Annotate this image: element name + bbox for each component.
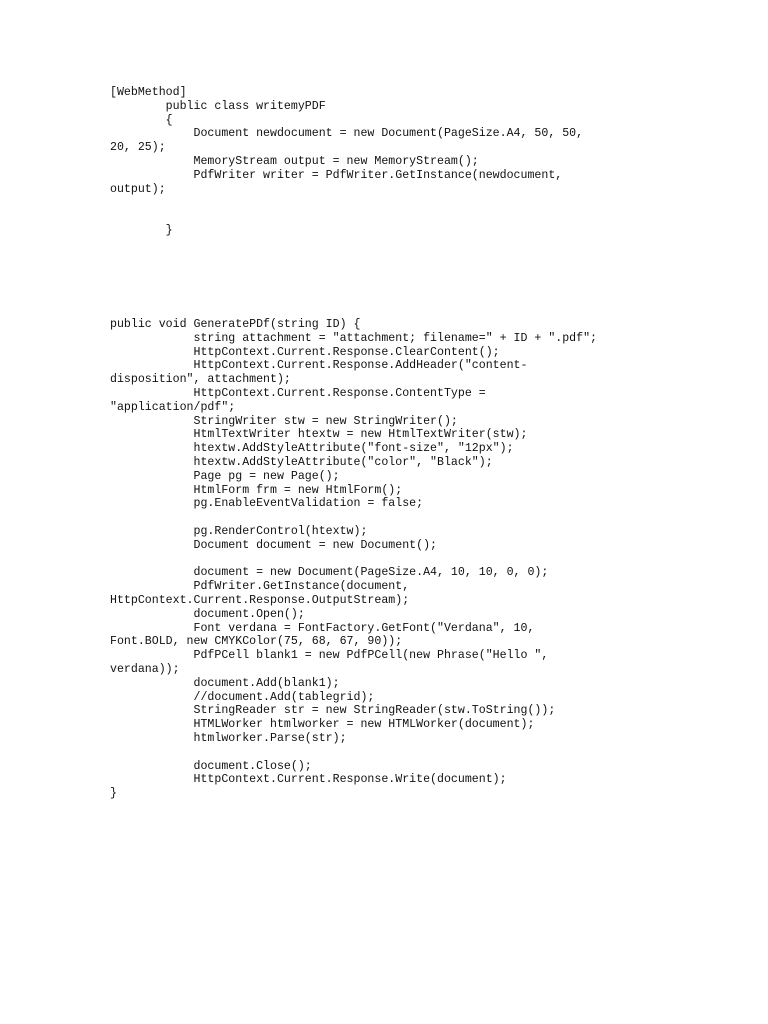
code-line: HttpContext.Current.Response.ClearContent(); <box>110 345 500 359</box>
code-line: } <box>110 787 117 801</box>
code-line: Document newdocument = new Document(PageSize.A4, 50, 50, <box>110 127 584 141</box>
generate-pdf-code-block <box>110 318 750 801</box>
code-line: HttpContext.Current.Response.Write(document); <box>110 773 507 787</box>
code-line <box>110 196 750 210</box>
code-line: MemoryStream output = new MemoryStream(); <box>110 154 479 168</box>
code-line: HttpContext.Current.Response.AddHeader("content- <box>110 359 528 373</box>
code-line: Font verdana = FontFactory.GetFont("Verdana", 10, <box>110 621 535 635</box>
code-line: [WebMethod] <box>110 86 187 99</box>
code-line: } <box>110 223 173 237</box>
code-line: { <box>110 113 173 127</box>
code-line: disposition", attachment); <box>110 373 291 387</box>
code-line: public void GeneratePDf(string ID) { <box>110 318 361 331</box>
code-line: string attachment = "attachment; filename=" + ID + ".pdf"; <box>110 331 598 345</box>
code-line <box>110 553 750 567</box>
code-line <box>110 511 750 525</box>
code-line: //document.Add(tablegrid); <box>110 690 375 704</box>
code-line: HttpContext.Current.Response.ContentType = <box>110 386 486 400</box>
code-line: HttpContext.Current.Response.OutputStream); <box>110 593 410 607</box>
code-line: Font.BOLD, new CMYKColor(75, 68, 67, 90)); <box>110 635 403 649</box>
code-line: "application/pdf"; <box>110 400 236 414</box>
code-line: verdana)); <box>110 662 180 676</box>
code-line: StringWriter stw = new StringWriter(); <box>110 414 458 428</box>
code-line: PdfPCell blank1 = new PdfPCell(new Phrase("Hello ", <box>110 649 549 663</box>
code-line: output); <box>110 182 166 196</box>
code-line: 20, 25); <box>110 141 166 155</box>
code-line: document.Open(); <box>110 607 305 621</box>
code-line: Page pg = new Page(); <box>110 469 340 483</box>
code-line: htextw.AddStyleAttribute("font-size", "12px"); <box>110 442 514 456</box>
code-line: StringReader str = new StringReader(stw.ToString()); <box>110 704 556 718</box>
webmethod-code-block <box>110 86 750 238</box>
code-line: HtmlTextWriter htextw = new HtmlTextWriter(stw); <box>110 428 528 442</box>
code-line <box>110 210 750 224</box>
code-line: Document document = new Document(); <box>110 538 437 552</box>
code-line: HtmlForm frm = new HtmlForm(); <box>110 483 403 497</box>
code-line: public class writemyPDF <box>110 99 326 113</box>
code-line: PdfWriter.GetInstance(document, <box>110 580 410 594</box>
code-line: pg.EnableEventValidation = false; <box>110 497 424 511</box>
code-line: htmlworker.Parse(str); <box>110 731 347 745</box>
code-line: pg.RenderControl(htextw); <box>110 524 368 538</box>
code-line: document.Close(); <box>110 759 312 773</box>
code-line: document = new Document(PageSize.A4, 10, 10, 0, 0); <box>110 566 549 580</box>
code-line <box>110 746 750 760</box>
code-line: HTMLWorker htmlworker = new HTMLWorker(document); <box>110 718 535 732</box>
code-line: document.Add(blank1); <box>110 676 340 690</box>
code-line: PdfWriter writer = PdfWriter.GetInstance(newdocument, <box>110 168 563 182</box>
code-line: htextw.AddStyleAttribute("color", "Black"); <box>110 455 493 469</box>
